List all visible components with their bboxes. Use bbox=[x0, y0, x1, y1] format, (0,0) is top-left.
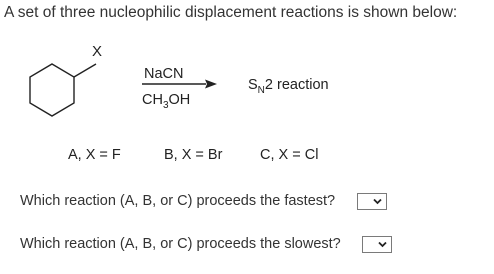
substituent-bond bbox=[74, 64, 96, 77]
methanol-subscript: 3 bbox=[162, 100, 169, 111]
question-slowest: Which reaction (A, B, or C) proceeds the slowest? bbox=[20, 236, 341, 252]
chevron-down-icon bbox=[373, 198, 382, 205]
methanol-oh: OH bbox=[168, 92, 191, 108]
substituent-x-label: X bbox=[92, 43, 103, 60]
mechanism-label bbox=[248, 77, 329, 96]
case-c-label: C, X = Cl bbox=[260, 147, 319, 163]
reagent-nacn: NaCN bbox=[144, 66, 184, 82]
case-a-label: A, X = F bbox=[68, 147, 121, 163]
mechanism-s: S bbox=[248, 77, 258, 93]
reagent-methanol bbox=[142, 92, 191, 111]
cyclohexane-ring bbox=[30, 64, 74, 116]
case-b-label: B, X = Br bbox=[164, 147, 223, 163]
intro-text: A set of three nucleophilic displacement reactions is shown below: bbox=[4, 4, 458, 21]
methanol-ch: CH bbox=[142, 92, 163, 108]
mechanism-tail: 2 reaction bbox=[264, 77, 329, 93]
mechanism-subscript: N bbox=[257, 85, 265, 96]
chevron-down-icon bbox=[378, 241, 387, 248]
slowest-answer-dropdown[interactable] bbox=[362, 236, 392, 253]
fastest-answer-dropdown[interactable] bbox=[357, 193, 387, 210]
arrowhead bbox=[205, 80, 217, 89]
question-fastest: Which reaction (A, B, or C) proceeds the fastest? bbox=[20, 193, 336, 209]
